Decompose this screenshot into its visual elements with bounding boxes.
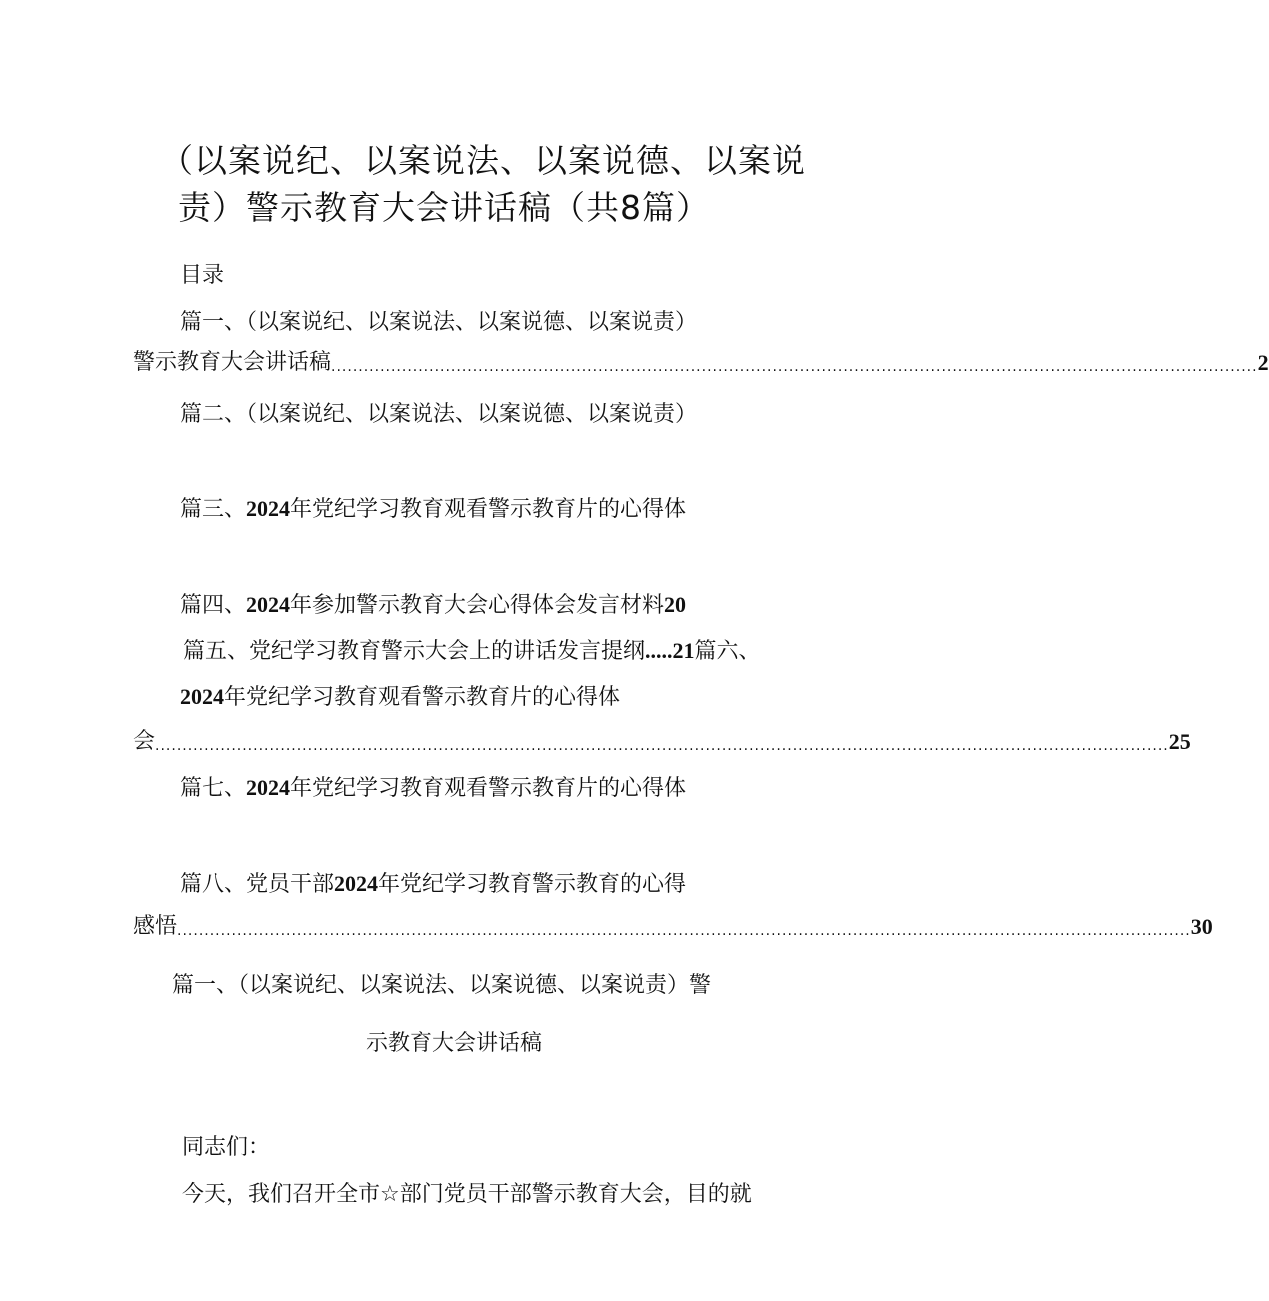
toc-item-6-line3[interactable]	[133, 727, 1191, 755]
toc-item-8-line2[interactable]	[133, 912, 1213, 940]
toc-item-1-label: 警示教育大会讲话稿	[133, 350, 332, 375]
toc-dot-leader: ..........................................................................................................................................................................................	[155, 738, 1169, 754]
toc-item-8-page: 30	[1190, 914, 1213, 939]
toc-dot-leader: ..........................................................................................................................................................................	[331, 359, 1258, 375]
salutation: 同志们：	[182, 1135, 271, 1160]
body-paragraph-line1: 今天，我们召开全市☆部门党员干部警示教育大会，目的就	[182, 1182, 752, 1207]
toc-item-4-prefix: 篇四、	[180, 593, 247, 618]
toc-item-5-label: 篇五、党纪学习教育警示大会上的讲话发言提纲	[183, 639, 646, 664]
toc-item-5-page: .....21	[645, 638, 695, 663]
toc-item-4-year: 2024	[246, 592, 291, 617]
toc-heading: 目录	[180, 263, 225, 288]
toc-item-6-line2[interactable]	[180, 680, 620, 711]
toc-item-7-rest: 年党纪学习教育观看警示教育片的心得体	[290, 776, 687, 801]
toc-item-3-year: 2024	[246, 496, 291, 521]
toc-item-8-rest: 年党纪学习教育警示教育的心得	[378, 872, 687, 897]
toc-item-8-prefix: 篇八、党员干部	[180, 872, 335, 897]
toc-item-7-year: 2024	[246, 775, 291, 800]
toc-item-5-6-line[interactable]	[183, 634, 761, 665]
toc-item-6-page: 25	[1168, 729, 1191, 754]
toc-item-3-prefix: 篇三、	[180, 497, 247, 522]
toc-item-7[interactable]	[180, 771, 686, 802]
doc-title-line2: 责）警示教育大会讲话稿（共8篇）	[178, 188, 710, 227]
toc-item-7-prefix: 篇七、	[180, 776, 247, 801]
toc-item-6-label: 会	[133, 729, 156, 754]
toc-item-1-line1[interactable]: 篇一、（以案说纪、以案说法、以案说德、以案说责）	[180, 310, 698, 335]
toc-item-8-year: 2024	[334, 871, 379, 896]
toc-item-6-prefix: 篇六、	[694, 639, 761, 664]
section-1-title-line2: 示教育大会讲话稿	[366, 1031, 543, 1056]
toc-item-2[interactable]: 篇二、（以案说纪、以案说法、以案说德、以案说责）	[180, 402, 698, 427]
toc-item-4-rest: 年参加警示教育大会心得体会发言材料	[290, 593, 665, 618]
toc-item-6-rest: 年党纪学习教育观看警示教育片的心得体	[224, 685, 621, 710]
toc-item-8-label: 感悟	[133, 914, 178, 939]
toc-item-1-line2[interactable]	[133, 348, 1269, 376]
toc-item-1-page: 2	[1257, 350, 1269, 375]
toc-item-3-rest: 年党纪学习教育观看警示教育片的心得体	[290, 497, 687, 522]
toc-item-6-year: 2024	[180, 684, 224, 709]
toc-item-4[interactable]	[180, 588, 686, 619]
toc-item-8[interactable]	[180, 867, 686, 898]
toc-item-4-page: 20	[664, 592, 687, 617]
toc-dot-leader: ..........................................................................................................................................................................................	[177, 923, 1191, 939]
toc-item-3[interactable]	[180, 492, 686, 523]
doc-title-line1: （以案说纪、以案说法、以案说德、以案说	[160, 141, 806, 180]
section-1-title-line1: 篇一、（以案说纪、以案说法、以案说德、以案说责）警	[172, 973, 712, 998]
